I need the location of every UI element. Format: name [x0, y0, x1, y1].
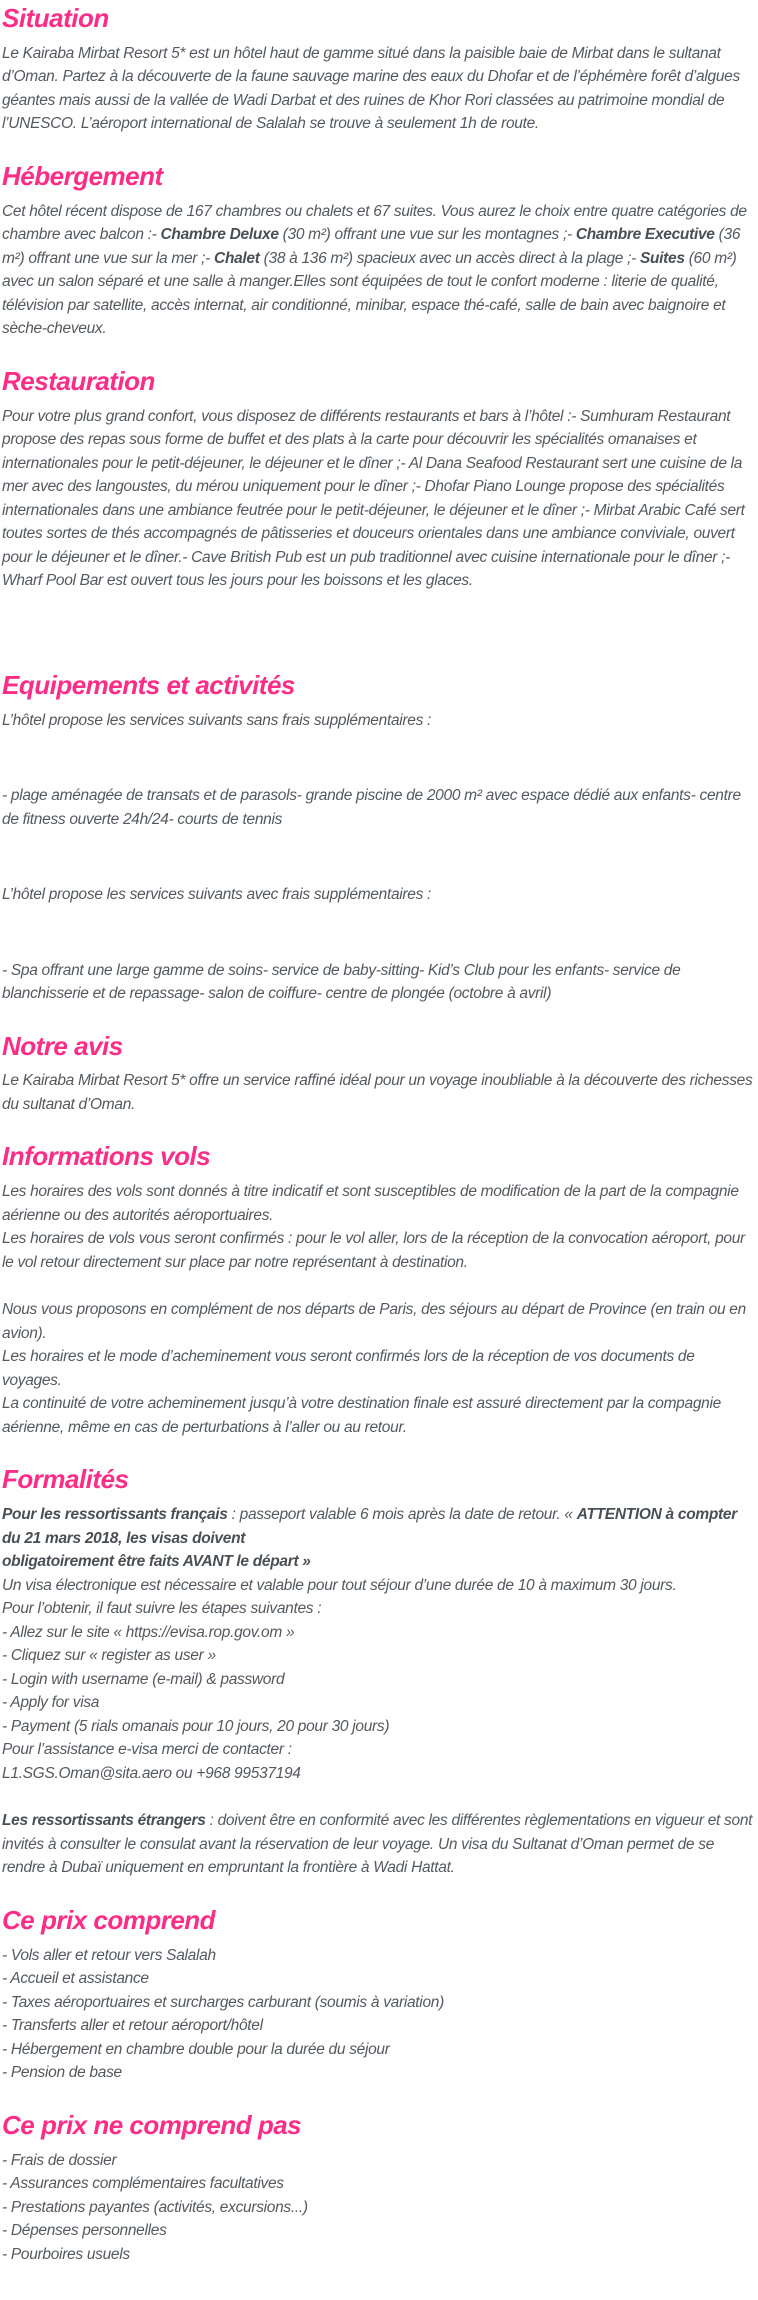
text-segment: Les horaires des vols sont donnés à titre indicatif et sont susceptibles de modification de la part de la compagnie aérienne ou des autorités aéroportuaires.	[2, 1183, 739, 1224]
text-segment: - Payment (5 rials omanais pour 10 jours, 20 pour 30 jours)	[2, 1717, 390, 1735]
text-segment: - Frais de dossier	[2, 2151, 117, 2169]
text-segment: - Pourboires usuels	[2, 2245, 130, 2263]
text-segment: - Allez sur le site « https://evisa.rop.gov.om »	[2, 1623, 295, 1641]
text-segment: : passeport valable 6 mois après la date de retour. «	[227, 1506, 577, 1524]
text-segment: - Prestations payantes (activités, excursions...)	[2, 2198, 308, 2216]
horaires-vols-paragraph	[2, 1180, 754, 1274]
emphasized-text: Pour les ressortissants français	[2, 1506, 228, 1524]
text-segment: L’hôtel propose les services suivants sans frais supplémentaires :	[2, 711, 432, 729]
hebergement-paragraph	[2, 200, 754, 341]
blank-line	[2, 756, 754, 784]
section-title-hebergement: Hébergement	[2, 160, 163, 191]
text-segment: - Dépenses personnelles	[2, 2222, 167, 2240]
text-segment: (30 m²) offrant une vue sur les montagnes ;-	[278, 226, 576, 244]
text-segment: Le Kairaba Mirbat Resort 5* est un hôtel haut de gamme situé dans la paisible baie de Mirbat dans le sultanat d’Oman. Partez à la découverte de la faune sauvage marine des eaux du Dhofar et de l’éphémère forêt d’algues géantes mais aussi de la vallée de Wadi Darbat et des ruines de Khor Rori classées au patrimoine mondial de l’UNESCO. L’aéroport international de Salalah se trouve à seulement 1h de route.	[2, 44, 740, 133]
blank-line	[2, 931, 754, 959]
section-title-prix-ne-comprend-pas: Ce prix ne comprend pas	[2, 2109, 302, 2140]
section-title-situation: Situation	[2, 3, 109, 33]
text-segment: Le Kairaba Mirbat Resort 5* offre un service raffiné idéal pour un voyage inoubliable à la découverte des richesses du sultanat d’Oman.	[2, 1072, 753, 1113]
formalites-francais-paragraph	[2, 1503, 754, 1785]
text-segment: (36 m²) offrant une vue sur la mer ;-	[2, 226, 741, 267]
text-segment: L’hôtel propose les services suivants avec frais supplémentaires :	[2, 886, 432, 904]
emphasized-text: ATTENTION à compter du 21 mars 2018, les visas doivent	[2, 1506, 737, 1547]
emphasized-text: Chambre Deluxe	[160, 226, 279, 244]
text-segment: - Vols aller et retour vers Salalah	[2, 1946, 216, 1964]
text-segment: - Pension de base	[2, 2064, 122, 2082]
text-segment: Les horaires de vols vous seront confirmés : pour le vol aller, lors de la réception de la convocation aéroport, pour le vol retour directement sur place par notre représentant à destination.	[2, 1230, 745, 1271]
services-avec-frais-intro	[2, 883, 754, 907]
services-sans-frais-intro	[2, 709, 754, 733]
prix-comprend-liste	[2, 1944, 754, 2085]
text-segment: - Assurances complémentaires facultatives	[2, 2175, 284, 2193]
text-segment: : doivent être en conformité avec les différentes règlementations en vigueur et sont invités à consulter le consulat avant la réservation de leur voyage. Un visa du Sultanat d’Oman permet de se rendre à Dubaï uniquement en empruntant la frontière à Wadi Hattat.	[2, 1812, 753, 1877]
emphasized-text: Les ressortissants étrangers	[2, 1812, 206, 1830]
text-segment: - Login with username (e-mail) & password	[2, 1670, 285, 1688]
blank-line	[2, 855, 754, 883]
text-segment: Pour l’assistance e-visa merci de contacter :	[2, 1741, 292, 1759]
emphasized-text: Chambre Executive	[575, 226, 715, 244]
text-segment: L1.SGS.Oman@sita.aero ou +968 99537194	[2, 1764, 301, 1782]
text-segment: Un visa électronique est nécessaire et valable pour tout séjour d’une durée de 10 à maximum 30 jours.	[2, 1576, 677, 1594]
section-title-restauration: Restauration	[2, 365, 155, 396]
text-segment: - Cliquez sur « register as user »	[2, 1647, 216, 1665]
formalites-etrangers-paragraph	[2, 1809, 754, 1880]
text-segment: Les horaires et le mode d’acheminement vous seront confirmés lors de la réception de vos documents de voyages.	[2, 1348, 695, 1389]
services-sans-frais-liste	[2, 784, 754, 831]
section-title-informations-vols: Informations vols	[2, 1141, 211, 1172]
situation-paragraph	[2, 42, 754, 136]
restauration-paragraph	[2, 405, 754, 593]
text-segment: (60 m²) avec un salon séparé et une salle à manger.Elles sont équipées de tout le confort moderne : literie de qualité, télévision par satellite, accès internat, air conditionné, minibar, espace thé-café, salle de bain avec baignoire et sèche-cheveux.	[2, 249, 737, 338]
text-segment: - Spa offrant une large gamme de soins- service de baby-sitting- Kid’s Club pour les enfants- service de blanchisserie et de repassage- salon de coiffure- centre de plongée (octobre à avril)	[2, 961, 681, 1003]
text-segment: - Transferts aller et retour aéroport/hôtel	[2, 2017, 263, 2035]
section-title-formalites: Formalités	[2, 1464, 129, 1495]
text-segment: - Taxes aéroportuaires et surcharges carburant (soumis à variation)	[2, 1993, 444, 2011]
blank-line	[2, 617, 754, 645]
section-title-prix-comprend: Ce prix comprend	[2, 1904, 216, 1935]
text-segment: Pour votre plus grand confort, vous disposez de différents restaurants et bars à l’hôtel :- Sumhuram Restaurant propose des repas sous forme de buffet et des plats à la carte pour découvrir les spécialités omanaises et internationales pour le petit-déjeuner, le déjeuner et le dîner ;- Al Dana Seafood Restaurant sert une cuisine de la mer avec des langoustes, du mérou uniquement pour le dîner ;- Dhofar Piano Lounge propose des spécialités internationales dans une ambiance feutrée pour le petit-déjeuner, le déjeuner et le dîner ;- Mirbat Arabic Café sert toutes sortes de thés accompagnés de pâtisseries et douceurs orientales dans une ambiance conviviale, ouvert pour le déjeuner et le dîner.- Cave British Pub est un pub traditionnel avec cuisine internationale pour le dîner ;- Wharf Pool Bar est ouvert tous les jours pour les boissons et les glaces.	[2, 407, 745, 590]
emphasized-text: Suites	[639, 249, 685, 267]
services-avec-frais-liste	[2, 959, 754, 1006]
text-segment: - plage aménagée de transats et de parasols- grande piscine de 2000 m² avec espace dédié aux enfants- centre de fitness ouverte 24h/24- courts de tennis	[2, 787, 741, 828]
prix-ne-comprend-pas-liste	[2, 2149, 754, 2267]
emphasized-text: obligatoirement être faits AVANT le départ »	[2, 1553, 311, 1571]
section-title-equipements: Equipements et activités	[2, 669, 295, 700]
section-title-notre-avis: Notre avis	[2, 1030, 123, 1061]
text-segment: Cet hôtel récent dispose de 167 chambres ou chalets et 67 suites. Vous aurez le choix entre quatre catégories de chambre avec balcon :-	[2, 202, 747, 244]
text-segment: - Accueil et assistance	[2, 1970, 149, 1988]
text-segment: - Hébergement en chambre double pour la durée du séjour	[2, 2040, 390, 2058]
text-segment: Nous vous proposons en complément de nos départs de Paris, des séjours au départ de Province (en train ou en avion).	[2, 1301, 746, 1342]
text-segment: (38 à 136 m²) spacieux avec un accès direct à la plage ;-	[259, 249, 640, 267]
acheminement-paragraph	[2, 1298, 754, 1439]
text-segment: - Apply for visa	[2, 1694, 100, 1712]
emphasized-text: Chalet	[214, 249, 260, 267]
text-segment: Pour l’obtenir, il faut suivre les étapes suivantes :	[2, 1600, 322, 1618]
text-segment: La continuité de votre acheminement jusqu’à votre destination finale est assuré directement par la compagnie aérienne, même en cas de perturbations à l’aller ou au retour.	[2, 1395, 721, 1436]
notre-avis-paragraph	[2, 1069, 754, 1116]
